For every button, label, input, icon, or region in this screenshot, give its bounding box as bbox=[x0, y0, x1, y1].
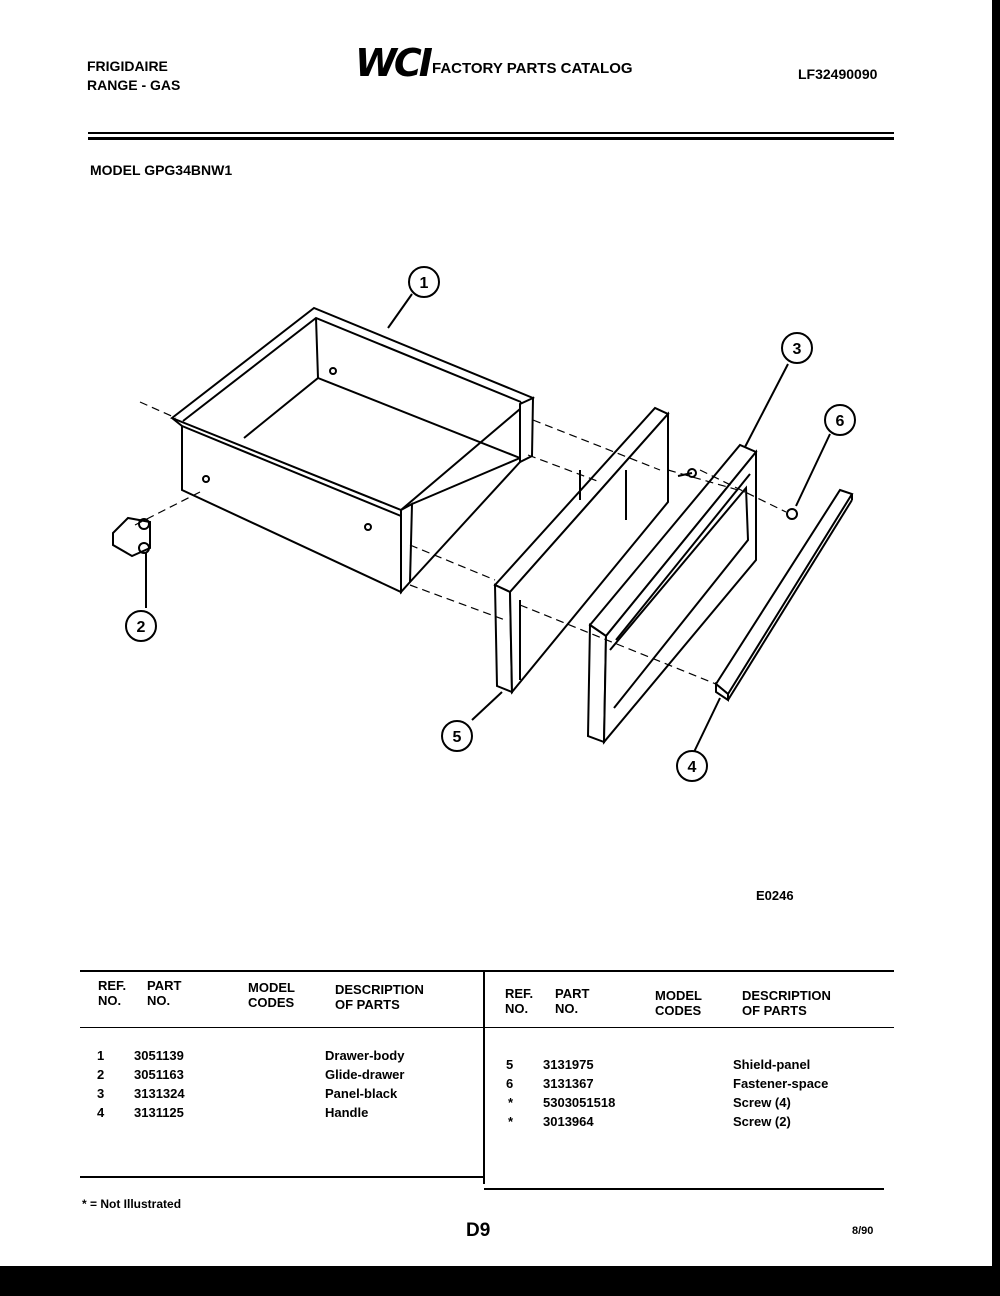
fastener-drawing bbox=[787, 509, 797, 519]
description: Glide-drawer bbox=[325, 1067, 405, 1082]
description: Screw (2) bbox=[733, 1114, 791, 1129]
product-type: RANGE - GAS bbox=[87, 77, 181, 93]
table-rule-bottom-left bbox=[80, 1176, 484, 1178]
header-rule-bottom bbox=[88, 137, 894, 140]
callout-4: 4 bbox=[687, 759, 697, 776]
part-no: 3131367 bbox=[543, 1076, 594, 1091]
callout-3: 3 bbox=[792, 341, 802, 358]
header-rule-top bbox=[88, 132, 894, 134]
callout-2: 2 bbox=[136, 619, 146, 636]
exploded-diagram bbox=[0, 230, 992, 870]
page-code: D9 bbox=[466, 1220, 491, 1241]
right-desc-header: DESCRIPTION OF PARTS bbox=[742, 988, 831, 1018]
print-date: 8/90 bbox=[852, 1225, 874, 1237]
ref-no: 4 bbox=[97, 1105, 105, 1120]
table-rule-top bbox=[80, 970, 894, 972]
drawer-body-drawing bbox=[172, 308, 533, 592]
ref-no: 1 bbox=[97, 1048, 105, 1063]
glide-drawing bbox=[113, 518, 150, 608]
description: Handle bbox=[325, 1105, 369, 1120]
wci-logo bbox=[355, 41, 430, 85]
wci-logo-text: WCI bbox=[355, 41, 430, 85]
part-no: 5303051518 bbox=[543, 1095, 616, 1110]
left-ref-header: REF. NO. bbox=[98, 978, 127, 1008]
left-model-header: MODEL CODES bbox=[248, 980, 295, 1010]
part-no: 3051139 bbox=[134, 1048, 184, 1063]
not-illustrated-note: * = Not Illustrated bbox=[82, 1197, 182, 1211]
left-part-header: PART NO. bbox=[147, 978, 182, 1008]
description: Panel-black bbox=[325, 1086, 398, 1101]
catalog-number: LF32490090 bbox=[798, 66, 878, 82]
description: Screw (4) bbox=[733, 1095, 791, 1110]
ref-no: 2 bbox=[97, 1067, 105, 1082]
description: Shield-panel bbox=[733, 1057, 811, 1072]
left-desc-header: DESCRIPTION OF PARTS bbox=[335, 982, 424, 1012]
callout-1: 1 bbox=[419, 275, 429, 292]
ref-no: 5 bbox=[506, 1057, 514, 1072]
right-model-header: MODEL CODES bbox=[655, 988, 702, 1018]
ref-no: * bbox=[508, 1095, 514, 1110]
table-rule-header bbox=[80, 1027, 894, 1028]
model-label: MODEL GPG34BNW1 bbox=[90, 162, 233, 178]
right-part-header: PART NO. bbox=[555, 986, 590, 1016]
part-no: 3131125 bbox=[134, 1105, 184, 1120]
callout-5: 5 bbox=[452, 729, 462, 746]
part-no: 3051163 bbox=[134, 1067, 184, 1082]
figure-code: E0246 bbox=[756, 888, 794, 903]
ref-no: 6 bbox=[506, 1076, 514, 1091]
table-divider bbox=[483, 970, 485, 1184]
part-no: 3131975 bbox=[543, 1057, 594, 1072]
callout-6: 6 bbox=[835, 413, 845, 430]
catalog-title: FACTORY PARTS CATALOG bbox=[432, 60, 633, 77]
description: Fastener-space bbox=[733, 1076, 829, 1091]
ref-no: * bbox=[508, 1114, 514, 1129]
description: Drawer-body bbox=[325, 1048, 405, 1063]
part-no: 3013964 bbox=[543, 1114, 594, 1129]
ref-no: 3 bbox=[97, 1086, 105, 1101]
table-rule-bottom-right bbox=[484, 1188, 884, 1190]
part-no: 3131324 bbox=[134, 1086, 185, 1101]
right-ref-header: REF. NO. bbox=[505, 986, 534, 1016]
brand-name: FRIGIDAIRE bbox=[87, 58, 168, 74]
